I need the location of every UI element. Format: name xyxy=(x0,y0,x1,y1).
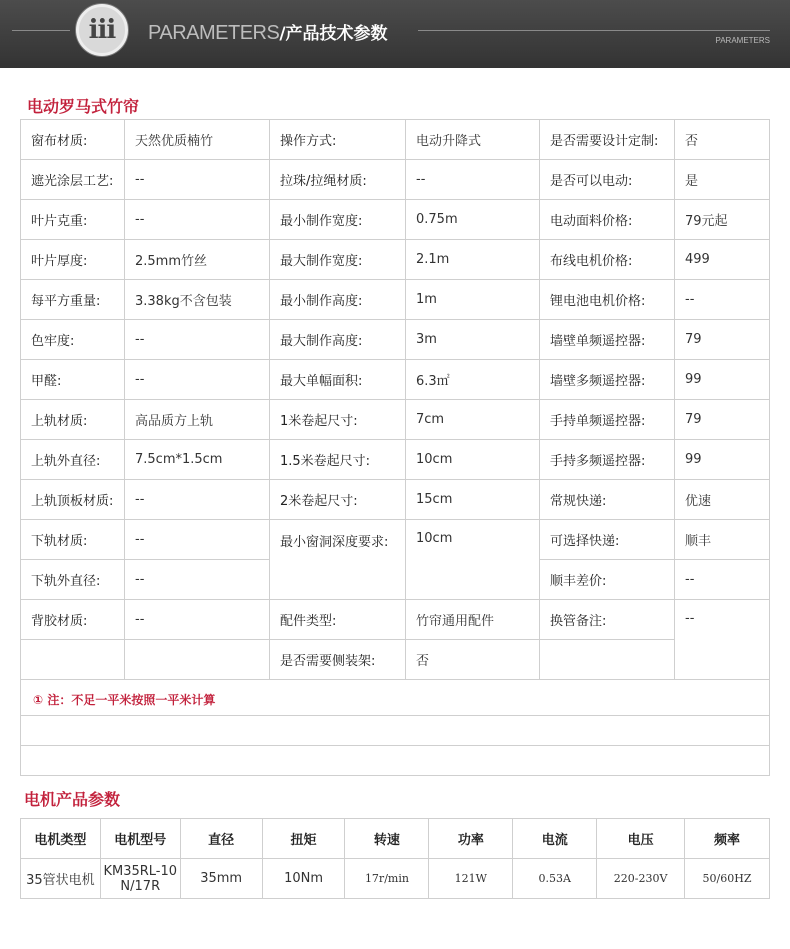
header-cell: 直径 xyxy=(180,819,262,859)
param-label: 窗布材质: xyxy=(21,120,125,160)
param-value: 优速 xyxy=(675,480,769,520)
param-label: 甲醛: xyxy=(21,360,125,400)
param-label: 配件类型: xyxy=(270,600,406,640)
param-label: 最小制作高度: xyxy=(270,280,406,320)
param-value: 1m xyxy=(406,280,540,320)
param-value: 10cm xyxy=(406,440,540,480)
param-value: 2.5mm竹丝 xyxy=(125,240,270,280)
param-label: 手持多频遥控器: xyxy=(540,440,675,480)
pricing-note: ① 注：不足一平米按照一平米计算 xyxy=(21,684,769,716)
param-label: 是否需要设计定制: xyxy=(540,120,675,160)
param-value: 3.38kg不含包装 xyxy=(125,280,270,320)
param-value: 高品质方上轨 xyxy=(125,400,270,440)
param-value: 79 xyxy=(675,400,769,440)
blank-row xyxy=(21,716,769,746)
roman-numeral-badge-icon xyxy=(76,4,128,56)
param-label: 1.5米卷起尺寸: xyxy=(270,440,406,480)
param-label: 常规快递: xyxy=(540,480,675,520)
header-cell: 电压 xyxy=(597,819,685,859)
motor-diameter: 35mm xyxy=(180,859,262,899)
param-value: -- xyxy=(125,160,270,200)
param-value: -- xyxy=(125,360,270,400)
param-value: 天然优质楠竹 xyxy=(125,120,270,160)
param-label: 顺丰差价: xyxy=(540,560,675,600)
param-value: 7cm xyxy=(406,400,540,440)
param-label: 最小制作宽度: xyxy=(270,200,406,240)
param-value: 15cm xyxy=(406,480,540,520)
motor-table xyxy=(20,818,770,899)
param-label: 上轨顶板材质: xyxy=(21,480,125,520)
header-cell: 功率 xyxy=(429,819,513,859)
param-label: 最小窗洞深度要求: xyxy=(270,520,406,600)
header-cell: 扭矩 xyxy=(262,819,345,859)
param-label: 墙壁单频遥控器: xyxy=(540,320,675,360)
param-value: -- xyxy=(406,160,540,200)
header-cell: 电流 xyxy=(513,819,597,859)
param-label: 墙壁多频遥控器: xyxy=(540,360,675,400)
param-label: 手持单频遥控器: xyxy=(540,400,675,440)
header-title-cn: /产品技术参数 xyxy=(279,24,388,44)
param-value: -- xyxy=(125,320,270,360)
param-label: 1米卷起尺寸: xyxy=(270,400,406,440)
header-title xyxy=(148,19,388,45)
param-label: 是否需要侧装架: xyxy=(270,640,406,680)
motor-table-row xyxy=(21,859,770,899)
param-value: 电动升降式 xyxy=(406,120,540,160)
param-label: 上轨外直径: xyxy=(21,440,125,480)
header-cell: 转速 xyxy=(345,819,429,859)
param-value: 79 xyxy=(675,320,769,360)
badge-label: iii xyxy=(88,15,116,45)
motor-torque: 10Nm xyxy=(262,859,345,899)
param-value: 79元起 xyxy=(675,200,769,240)
param-value: 否 xyxy=(406,640,540,680)
param-value: 顺丰 xyxy=(675,520,769,560)
section-title-motor: 电机产品参数 xyxy=(24,790,121,809)
header-title-en: PARAMETERS xyxy=(148,22,280,44)
motor-frequency: 50/60HZ xyxy=(685,859,770,899)
section-title-roman-blind: 电动罗马式竹帘 xyxy=(27,97,140,116)
param-label: 上轨材质: xyxy=(21,400,125,440)
param-value: 99 xyxy=(675,440,769,480)
header-divider-right xyxy=(418,30,770,31)
param-value: -- xyxy=(125,200,270,240)
header-cell: 频率 xyxy=(685,819,770,859)
param-value: 是 xyxy=(675,160,769,200)
motor-current: 0.53A xyxy=(513,859,597,899)
header-cell: 电机类型 xyxy=(21,819,101,859)
param-value: 竹帘通用配件 xyxy=(406,600,540,640)
param-value: 7.5cm*1.5cm xyxy=(125,440,270,480)
page-header xyxy=(0,0,790,68)
motor-type: 35管状电机 xyxy=(21,859,101,899)
motor-table-header xyxy=(21,819,770,859)
param-label: 遮光涂层工艺: xyxy=(21,160,125,200)
param-label: 叶片克重: xyxy=(21,200,125,240)
header-divider-left xyxy=(12,30,70,31)
param-label xyxy=(21,640,125,680)
param-value: -- xyxy=(125,600,270,640)
param-value: -- xyxy=(125,560,270,600)
parameter-grid xyxy=(20,119,770,776)
param-label: 背胶材质: xyxy=(21,600,125,640)
param-label: 色牢度: xyxy=(21,320,125,360)
header-cell: 电机型号 xyxy=(100,819,180,859)
motor-power: 121W xyxy=(429,859,513,899)
param-label: 最大制作高度: xyxy=(270,320,406,360)
param-value: -- xyxy=(125,520,270,560)
param-label: 最大单幅面积: xyxy=(270,360,406,400)
param-label: 叶片厚度: xyxy=(21,240,125,280)
param-value: 2.1m xyxy=(406,240,540,280)
param-label: 电动面料价格: xyxy=(540,200,675,240)
param-value: -- xyxy=(125,480,270,520)
param-value: 否 xyxy=(675,120,769,160)
param-label: 每平方重量: xyxy=(21,280,125,320)
param-value: -- xyxy=(675,560,769,600)
param-label: 最大制作宽度: xyxy=(270,240,406,280)
param-value: 10cm xyxy=(406,520,540,600)
param-value: 3m xyxy=(406,320,540,360)
motor-voltage: 220-230V xyxy=(597,859,685,899)
header-caption: PARAMETERS xyxy=(715,36,770,45)
param-value: -- xyxy=(675,280,769,320)
param-label: 拉珠/拉绳材质: xyxy=(270,160,406,200)
param-label xyxy=(540,640,675,680)
param-label: 可选择快递: xyxy=(540,520,675,560)
param-label: 下轨材质: xyxy=(21,520,125,560)
param-value: 499 xyxy=(675,240,769,280)
param-label: 操作方式: xyxy=(270,120,406,160)
param-label: 2米卷起尺寸: xyxy=(270,480,406,520)
param-label: 布线电机价格: xyxy=(540,240,675,280)
motor-model: KM35RL-10N/17R xyxy=(100,859,180,899)
blank-row xyxy=(21,746,769,776)
param-label: 是否可以电动: xyxy=(540,160,675,200)
motor-speed: 17r/min xyxy=(345,859,429,899)
param-value xyxy=(125,640,270,680)
param-label: 锂电池电机价格: xyxy=(540,280,675,320)
param-value: 99 xyxy=(675,360,769,400)
param-value: -- xyxy=(675,600,769,680)
param-label: 换管备注: xyxy=(540,600,675,640)
param-label: 下轨外直径: xyxy=(21,560,125,600)
param-value: 6.3㎡ xyxy=(406,360,540,400)
param-value: 0.75m xyxy=(406,200,540,240)
